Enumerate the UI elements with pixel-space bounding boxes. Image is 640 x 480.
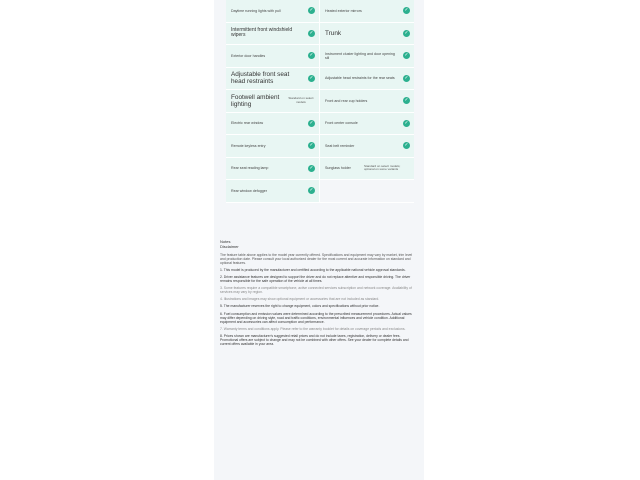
feature-cell — [320, 0, 414, 23]
feature-cell — [320, 23, 414, 46]
feature-cell — [226, 90, 320, 113]
footnote-paragraph: 7. Warranty terms and conditions apply. Please refer to the warranty booklet for details on coverage periods and exclusions. — [220, 326, 406, 331]
feature-label: Daytime running lights with pull — [231, 8, 281, 13]
feature-label: Adjustable head restraints for the rear seats — [325, 76, 395, 81]
check-icon: ✓ — [309, 187, 314, 194]
footnote-paragraph: 2. Driver assistance features are designed to support the driver and do not replace attentive and responsible driving. The driver remains responsible for the safe operation of the vehicle at all times. — [220, 274, 411, 284]
feature-cell — [226, 180, 320, 203]
check-icon: ✓ — [309, 119, 314, 126]
feature-label: Electric rear window — [231, 121, 264, 126]
check-icon: ✓ — [309, 142, 314, 149]
check-icon: ✓ — [404, 97, 409, 104]
footnote-paragraph: 6. Fuel consumption and emission values were determined according to the prescribed measurement procedures. Actual values may differ depending on driving style, road and traffic conditions, environmental influences and vehicle condition. Additional equipment and accessories can affect consumption and performance. — [220, 311, 412, 324]
feature-cell — [226, 45, 320, 68]
feature-label: Rear seat reading lamp — [231, 166, 269, 171]
feature-label: Front and rear cup holders — [325, 98, 368, 103]
feature-cell — [320, 180, 414, 203]
feature-cell — [226, 23, 320, 46]
feature-cell — [320, 158, 414, 181]
feature-row — [226, 180, 414, 203]
check-icon: ✓ — [404, 29, 409, 36]
footnote-paragraph: 5. The manufacturer reserves the right to change equipment, colors and specifications without prior notice. — [220, 304, 380, 309]
feature-row — [226, 135, 414, 158]
feature-row — [226, 90, 414, 113]
check-icon: ✓ — [404, 119, 409, 126]
check-icon: ✓ — [309, 52, 314, 59]
feature-label: Exterior door handles — [231, 53, 266, 58]
feature-row — [226, 45, 414, 68]
feature-cell — [226, 0, 320, 23]
feature-cell — [226, 158, 320, 181]
feature-table — [226, 0, 414, 203]
check-icon: ✓ — [309, 164, 314, 171]
feature-cell — [226, 135, 320, 158]
footnote-paragraph: 1. This model is produced by the manufacturer and certified according to the applicable national vehicle approval standards. — [220, 267, 406, 272]
check-icon: ✓ — [309, 74, 314, 81]
feature-label: Seat belt reminder — [325, 143, 355, 148]
feature-label: Front center console — [325, 121, 358, 126]
feature-label: Intermittent front windshield wipers — [231, 26, 293, 39]
feature-cell — [226, 68, 320, 91]
feature-cell — [320, 90, 414, 113]
feature-cell — [320, 68, 414, 91]
feature-cell — [320, 135, 414, 158]
feature-row — [226, 158, 414, 181]
feature-label: Heated exterior mirrors — [325, 8, 362, 13]
footnotes-subheading: Disclaimer — [220, 243, 239, 249]
feature-label: Trunk — [325, 29, 342, 37]
check-icon: ✓ — [309, 7, 314, 14]
footnote-paragraph: 8. Prices shown are manufacturer's suggested retail prices and do not include taxes, registration, delivery or dealer fees. Promotional offers are subject to change and may not be combined with other offers. See your dealer for complete details and current offers available in your area. — [220, 333, 409, 347]
feature-row — [226, 23, 414, 46]
feature-label: Rear window defogger — [231, 188, 267, 193]
feature-label: Sunglass holder — [325, 166, 351, 171]
check-icon: ✓ — [404, 52, 409, 59]
feature-note: Standard on select models — [288, 96, 314, 104]
check-icon: ✓ — [404, 74, 409, 81]
feature-cell — [226, 113, 320, 136]
footnotes-heading: Notes — [220, 239, 231, 244]
feature-label: Instrument cluster lighting and door opening sill — [325, 51, 395, 60]
footnote-paragraph: The feature table above applies to the model year currently offered. Specifications and equipment may vary by market, trim level and production date. Please consult your local authorized dealer for the most current and accurate information on standard and optional features. — [220, 252, 413, 265]
feature-label: Adjustable front seat head restraints — [231, 71, 290, 86]
check-icon: ✓ — [404, 142, 409, 149]
feature-label: Footwell ambient lighting — [231, 93, 280, 108]
feature-note: Standard on select models; optional on some variants — [364, 163, 401, 172]
footnotes-section — [220, 240, 418, 346]
check-icon: ✓ — [309, 29, 314, 36]
feature-label: Remote keyless entry — [231, 143, 266, 148]
check-icon: ✓ — [404, 7, 409, 14]
footnote-paragraph: 3. Some features require a compatible smartphone, active connected services subscription and network coverage. Availability of services may vary by region. — [220, 286, 412, 295]
feature-row — [226, 0, 414, 23]
feature-cell — [320, 113, 414, 136]
footnote-paragraph: 4. Illustrations and images may show optional equipment or accessories that are not included as standard. — [220, 297, 380, 302]
feature-row — [226, 68, 414, 91]
feature-cell — [320, 45, 414, 68]
feature-row — [226, 113, 414, 136]
